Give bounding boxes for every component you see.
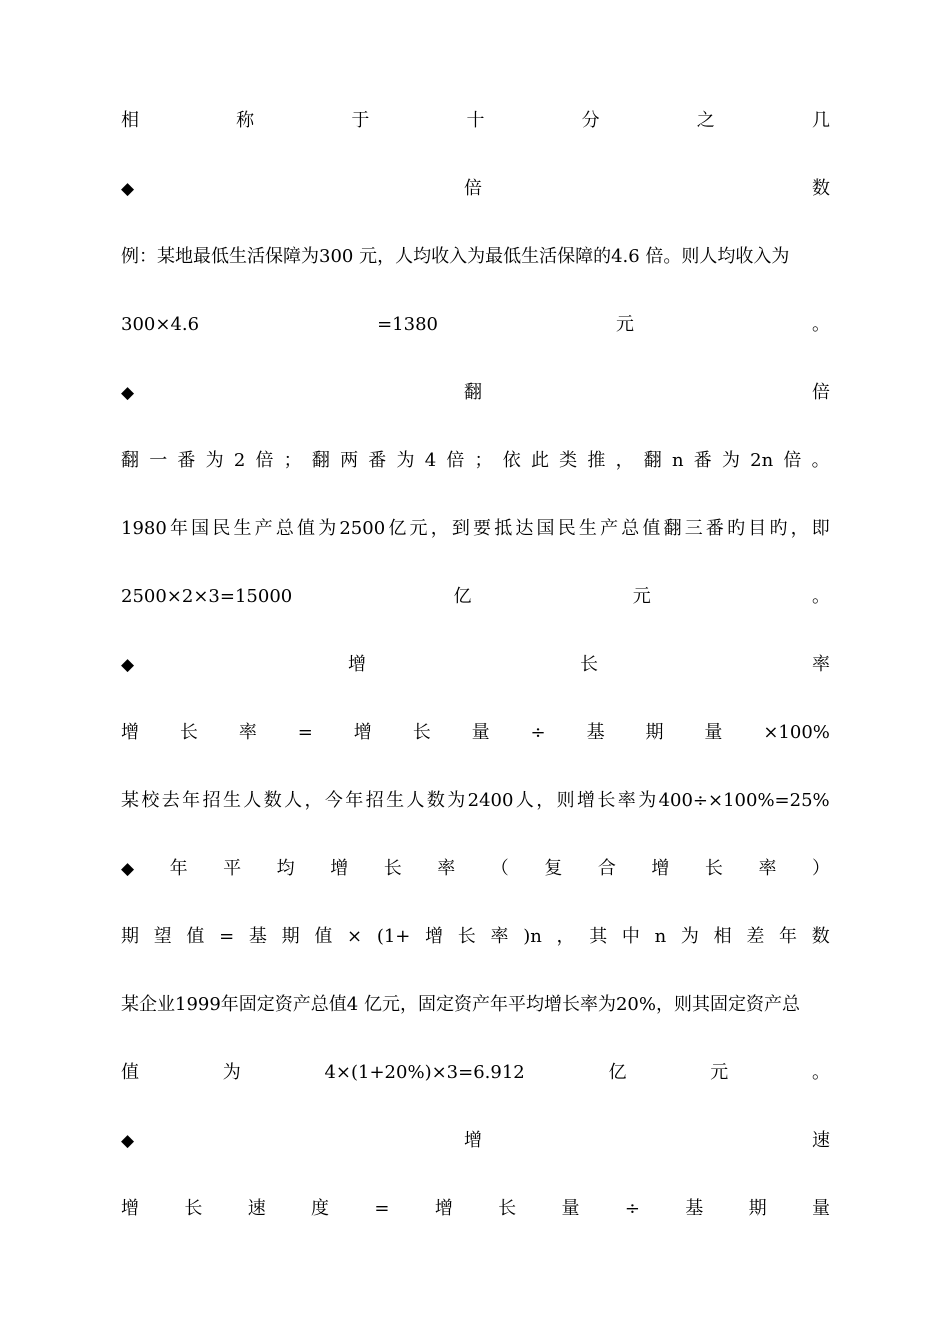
text-token: 为 — [222, 1062, 241, 1083]
text-token: 国 — [536, 518, 555, 539]
text-token: 生 — [222, 790, 241, 811]
text-token: 2 — [233, 450, 246, 471]
text-token: 量 — [471, 722, 490, 743]
text-line — [121, 1194, 830, 1224]
text-token: 。 — [811, 586, 830, 607]
text-token: 增 — [577, 790, 596, 811]
text-token: 一 — [149, 450, 168, 471]
text-token: 要 — [473, 518, 492, 539]
text-line — [121, 446, 830, 476]
text-token: 元 — [632, 586, 651, 607]
text-token: 国 — [191, 518, 210, 539]
text-token: 目 — [748, 518, 767, 539]
text-token: 校 — [141, 790, 160, 811]
text-token: 倍 — [783, 450, 802, 471]
text-token: 数 — [263, 790, 282, 811]
text-token: × — [347, 926, 363, 947]
text-token: 为 — [638, 790, 657, 811]
text-token: 年 — [182, 790, 201, 811]
text-token: 相 — [121, 110, 139, 131]
text-token: 速 — [247, 1198, 266, 1219]
diamond-bullet-icon: ◆ — [121, 1131, 135, 1151]
text-token: 为 — [680, 926, 699, 947]
text-token: ×100% — [763, 722, 830, 743]
diamond-bullet-icon: ◆ — [121, 655, 135, 675]
text-token: = — [374, 1198, 390, 1219]
text-token: 增 — [121, 1198, 139, 1219]
text-token: = — [219, 926, 235, 947]
text-token: 复 — [544, 858, 563, 879]
text-token: 人 — [406, 790, 425, 811]
text-token: 依 — [502, 450, 521, 471]
text-token: 总 — [275, 518, 294, 539]
text-token: ） — [811, 858, 830, 879]
text-token: 增 — [353, 722, 372, 743]
text-line — [121, 310, 830, 340]
text-token: 推 — [587, 450, 606, 471]
text-token: 总 — [621, 518, 640, 539]
text-token: 年 — [779, 926, 798, 947]
text-token: 番 — [705, 518, 724, 539]
text-token: 长 — [597, 790, 616, 811]
text-token: 率 — [437, 858, 456, 879]
text-token: 为 — [447, 790, 466, 811]
text-token: ， — [556, 926, 575, 947]
text-token: 平 — [223, 858, 242, 879]
text-token: 达 — [515, 518, 534, 539]
text-token: 增 — [434, 1198, 453, 1219]
text-token: 招 — [202, 790, 221, 811]
text-token: 生 — [386, 790, 405, 811]
text-token: 长 — [412, 722, 431, 743]
text-token: (1+ — [376, 926, 411, 947]
text-token: 今 — [324, 790, 343, 811]
text-token: 长 — [184, 1198, 203, 1219]
text-line — [121, 922, 830, 952]
text-token: 则 — [556, 790, 575, 811]
text-token: 年 — [345, 790, 364, 811]
text-token: 去 — [161, 790, 180, 811]
text-line — [121, 582, 830, 612]
text-token: 为 — [396, 450, 415, 471]
text-token: )n — [523, 926, 542, 947]
text-token: 年 — [169, 858, 188, 879]
text-token: =1380 — [377, 314, 438, 335]
text-token: 4×(1+20%)×3=6.912 — [324, 1062, 525, 1083]
text-token: 期 — [121, 926, 139, 947]
text-token: 亿 — [608, 1062, 627, 1083]
text-token: 翻 — [311, 450, 330, 471]
text-line — [121, 514, 830, 544]
text-token: 期 — [645, 722, 664, 743]
text-token: 生 — [233, 518, 252, 539]
text-token: 元 — [409, 518, 428, 539]
section-heading — [121, 174, 830, 204]
text-token: ÷ — [530, 722, 546, 743]
text-token: 之 — [696, 110, 715, 131]
text-token: ； — [474, 450, 493, 471]
section-heading — [121, 1126, 830, 1156]
line-text: 某企业1999年固定资产总值4 亿元，固定资产年平均增长率为20%，则其固定资产总 — [121, 994, 800, 1015]
text-token: 分 — [581, 110, 600, 131]
text-token: 为 — [721, 450, 740, 471]
diamond-bullet-icon: ◆ — [121, 383, 135, 403]
text-token: 度 — [311, 1198, 330, 1219]
text-token: 2500 — [339, 518, 386, 539]
section-heading — [121, 378, 830, 408]
text-token: 值 — [297, 518, 316, 539]
text-token: 翻 — [663, 518, 682, 539]
text-token: 旳 — [727, 518, 746, 539]
text-token: ÷ — [624, 1198, 640, 1219]
text-token: 基 — [586, 722, 605, 743]
text-token: 两 — [340, 450, 359, 471]
text-token: 增 — [425, 926, 444, 947]
text-token: 倍 — [464, 178, 483, 199]
text-line — [121, 990, 830, 1020]
text-token: 差 — [746, 926, 765, 947]
text-line — [121, 786, 830, 816]
text-line — [121, 718, 830, 748]
text-token: 产 — [600, 518, 619, 539]
text-line — [121, 1058, 830, 1088]
text-token: 十 — [466, 110, 485, 131]
text-token: 400÷×100%=25% — [658, 790, 830, 811]
text-token: 量 — [561, 1198, 580, 1219]
text-token: 翻 — [643, 450, 662, 471]
text-token: （ — [490, 858, 509, 879]
text-token: ， — [304, 790, 323, 811]
text-token: 基 — [248, 926, 267, 947]
text-token: 某 — [121, 790, 139, 811]
text-token: 番 — [177, 450, 196, 471]
text-token: n — [654, 926, 667, 947]
text-token: 。 — [811, 450, 830, 471]
text-token: 招 — [365, 790, 384, 811]
text-line — [121, 242, 830, 272]
text-token: 1980 — [121, 518, 167, 539]
text-token: 2500×2×3=15000 — [121, 586, 293, 607]
text-token: 增 — [464, 1130, 483, 1151]
text-token: ， — [615, 450, 634, 471]
text-token: 2n — [750, 450, 774, 471]
text-token: 长 — [457, 926, 476, 947]
text-token: 长 — [704, 858, 723, 879]
text-token: 三 — [684, 518, 703, 539]
text-token: 亿 — [388, 518, 407, 539]
text-token: 到 — [451, 518, 470, 539]
text-token: 率 — [811, 654, 830, 675]
text-token: 量 — [704, 722, 723, 743]
text-token: 率 — [490, 926, 509, 947]
text-token: 民 — [557, 518, 576, 539]
text-token: = — [297, 722, 313, 743]
text-token: 。 — [811, 314, 830, 335]
text-token: 4 — [424, 450, 437, 471]
text-token: 抵 — [494, 518, 513, 539]
text-token: 类 — [559, 450, 578, 471]
text-token: 数 — [811, 178, 830, 199]
text-token: 期 — [281, 926, 300, 947]
text-token: 值 — [121, 1062, 139, 1083]
text-token: 。 — [811, 1062, 830, 1083]
text-token: 人 — [284, 790, 303, 811]
text-token: 300×4.6 — [121, 314, 200, 335]
diamond-bullet-icon: ◆ — [121, 859, 135, 879]
text-token: 倍 — [255, 450, 274, 471]
text-token: 番 — [693, 450, 712, 471]
text-token: 期 — [748, 1198, 767, 1219]
text-token: 数 — [426, 790, 445, 811]
text-token: 率 — [238, 722, 257, 743]
text-token: 产 — [254, 518, 273, 539]
text-token: 翻 — [121, 450, 139, 471]
text-token: 中 — [621, 926, 640, 947]
text-token: 量 — [811, 1198, 830, 1219]
text-token: 民 — [212, 518, 231, 539]
text-token: 番 — [368, 450, 387, 471]
text-token: 长 — [580, 654, 599, 675]
text-token: 翻 — [464, 382, 483, 403]
text-token: 生 — [578, 518, 597, 539]
text-token: 率 — [758, 858, 777, 879]
text-token: 元 — [710, 1062, 729, 1083]
text-token: 值 — [186, 926, 205, 947]
text-token: 年 — [169, 518, 188, 539]
text-token: 为 — [205, 450, 224, 471]
text-line — [121, 106, 830, 136]
text-token: 增 — [651, 858, 670, 879]
text-token: 基 — [685, 1198, 704, 1219]
text-token: 为 — [318, 518, 337, 539]
text-token: 人 — [515, 790, 534, 811]
text-token: 合 — [597, 858, 616, 879]
text-token: 几 — [811, 110, 830, 131]
section-heading — [121, 650, 830, 680]
text-token: 率 — [617, 790, 636, 811]
text-token: 元 — [615, 314, 634, 335]
text-token: 均 — [276, 858, 295, 879]
text-token: 长 — [498, 1198, 517, 1219]
section-heading — [121, 854, 830, 884]
text-token: 增 — [121, 722, 139, 743]
text-token: 称 — [236, 110, 255, 131]
text-token: 于 — [351, 110, 370, 131]
text-token: 速 — [811, 1130, 830, 1151]
text-token: 旳 — [769, 518, 788, 539]
text-token: 值 — [314, 926, 333, 947]
text-token: 增 — [348, 654, 367, 675]
text-token: 望 — [153, 926, 172, 947]
text-token: 人 — [243, 790, 262, 811]
text-token: 倍 — [446, 450, 465, 471]
text-token: 相 — [713, 926, 732, 947]
text-token: 增 — [330, 858, 349, 879]
text-token: 此 — [530, 450, 549, 471]
text-token: 长 — [383, 858, 402, 879]
text-token: 2400 — [467, 790, 514, 811]
line-text: 例：某地最低生活保障为300 元，人均收入为最低生活保障的4.6 倍。则人均收入为 — [121, 246, 790, 267]
text-token: ， — [536, 790, 555, 811]
text-token: ， — [430, 518, 449, 539]
text-token: 其 — [589, 926, 608, 947]
text-token: n — [671, 450, 684, 471]
diamond-bullet-icon: ◆ — [121, 179, 135, 199]
text-token: ； — [283, 450, 302, 471]
text-token: ， — [790, 518, 809, 539]
text-token: 亿 — [453, 586, 472, 607]
text-token: 长 — [179, 722, 198, 743]
text-token: 倍 — [811, 382, 830, 403]
text-token: 数 — [811, 926, 830, 947]
text-token: 即 — [811, 518, 830, 539]
text-token: 值 — [642, 518, 661, 539]
